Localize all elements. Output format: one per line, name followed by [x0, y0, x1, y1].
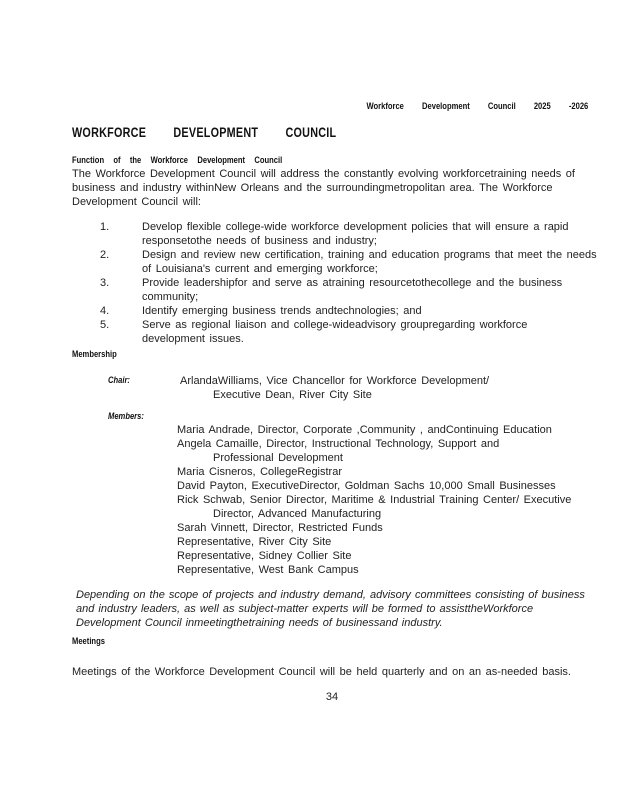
function-section-heading-text: Function of the Workforce Development Council [72, 155, 283, 166]
list-item-text [142, 318, 527, 346]
member-entry [177, 493, 607, 521]
members-label [108, 411, 153, 422]
members-list [177, 423, 607, 577]
list-item-text [142, 304, 422, 318]
paragraph-line: Development Council inmeetingthetraining needs of businessand industry. [76, 617, 443, 629]
member-entry [177, 437, 607, 465]
paragraph-line: Meetings of the Workforce Development Council will be held quarterly and on an as-needed basis. [72, 666, 571, 678]
member-line: Angela Camaille, Director, Instructional Technology, Support and [177, 438, 500, 450]
member-line: David Payton, ExecutiveDirector, Goldman Sachs 10,000 Small Businesses [177, 480, 556, 492]
chair-line: ArlandaWilliams, Vice Chancellor for Workforce Development/ [180, 375, 490, 387]
paragraph-line: and industry leaders, as well as subject-matter experts will be formed to assisttheWorkforce [76, 603, 534, 615]
list-item-number: 2. [100, 249, 110, 261]
list-item-line: Design and review new certification, training and education programs that meet the needs [142, 249, 597, 261]
member-line: Representative, Sidney Collier Site [177, 550, 352, 562]
member-line: Sarah Vinnett, Director, Restricted Funds [177, 522, 383, 534]
list-item-line: responsetothe needs of business and industry; [142, 235, 377, 247]
member-entry [177, 423, 607, 437]
list-item-text [142, 276, 562, 304]
member-entry [177, 563, 607, 577]
chair-line: Executive Dean, River City Site [213, 389, 372, 401]
list-item [100, 248, 600, 276]
member-entry [177, 465, 607, 479]
list-item [100, 304, 600, 318]
member-entry [177, 549, 607, 563]
membership-heading-text: Membership [72, 349, 117, 360]
member-entry [177, 521, 607, 535]
function-intro-paragraph [72, 167, 602, 209]
list-item-text [142, 248, 597, 276]
function-numbered-list [100, 220, 600, 346]
chair-label-text: Chair: [108, 375, 130, 386]
list-item-line: community; [142, 291, 199, 303]
paragraph-line: Development Council will: [72, 196, 201, 208]
meetings-heading-text: Meetings [72, 636, 105, 647]
list-item-text [142, 220, 569, 248]
member-line: Rick Schwab, Senior Director, Maritime & Industrial Training Center/ Executive [177, 494, 572, 506]
list-item-line: Serve as regional liaison and college-wideadvisory groupregarding workforce [142, 319, 528, 331]
list-item-number: 4. [100, 305, 110, 317]
list-item [100, 276, 600, 304]
page-title [72, 125, 402, 140]
list-item-line: Develop flexible college-wide workforce development policies that will ensure a rapid [142, 221, 569, 233]
running-header [311, 101, 588, 112]
running-header-text: Workforce Development Council 2025 -2026 [366, 101, 588, 112]
list-item [100, 220, 600, 248]
member-entry [177, 479, 607, 493]
member-line: Maria Andrade, Director, Corporate ,Community , andContinuing Education [177, 424, 552, 436]
page-number: 34 [325, 691, 339, 703]
list-item-number: 3. [100, 277, 110, 289]
member-line: Representative, West Bank Campus [177, 564, 359, 576]
membership-section-heading [72, 349, 128, 360]
list-item-line: Provide leadershipfor and serve as atraining resourcetothecollege and the business [142, 277, 563, 289]
member-line: Representative, River City Site [177, 536, 332, 548]
list-item-line: Identify emerging business trends andtechnologies; and [142, 305, 422, 317]
function-section-heading [72, 155, 335, 166]
list-item-number: 1. [100, 221, 110, 233]
member-line: Professional Development [213, 452, 343, 464]
member-line: Director, Advanced Manufacturing [213, 508, 382, 520]
page-title-text: WORKFORCE DEVELOPMENT COUNCIL [72, 125, 337, 140]
chair-label [108, 375, 135, 386]
member-line: Maria Cisneros, CollegeRegistrar [177, 466, 343, 478]
advisory-note-paragraph [76, 588, 606, 630]
paragraph-line: Depending on the scope of projects and industry demand, advisory committees consisting of business [76, 589, 585, 601]
paragraph-line: business and industry withinNew Orleans and the surroundingmetropolitan area. The Workforce [72, 182, 553, 194]
meetings-section-heading [72, 636, 113, 647]
list-item-line: development issues. [142, 333, 244, 345]
list-item [100, 318, 600, 346]
member-entry [177, 535, 607, 549]
chair-value [180, 374, 489, 402]
list-item-number: 5. [100, 319, 110, 331]
meetings-paragraph [72, 665, 602, 679]
members-label-text: Members: [108, 411, 144, 422]
paragraph-line: The Workforce Development Council will address the constantly evolving workforcetraining needs of [72, 168, 575, 180]
list-item-line: of Louisiana's current and emerging workforce; [142, 263, 378, 275]
